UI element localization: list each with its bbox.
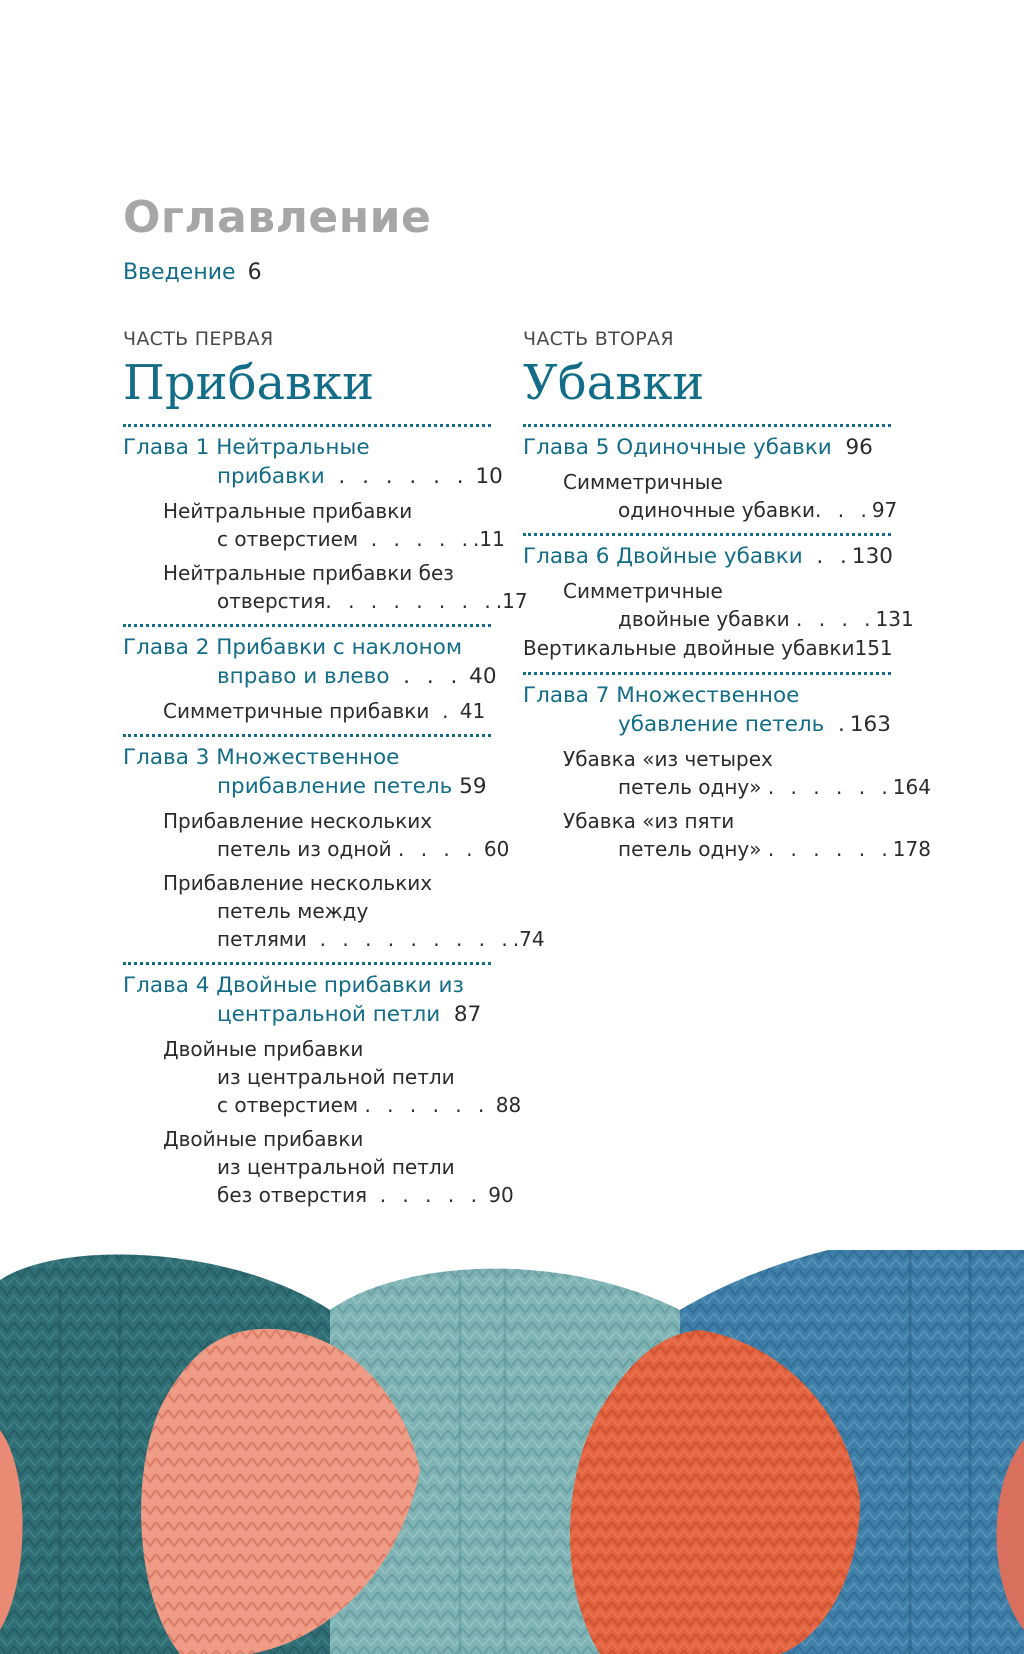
- chapter-3-title: Глава 3 Множественное: [123, 745, 400, 770]
- intro-entry[interactable]: [123, 259, 262, 287]
- dotted-divider: [123, 725, 491, 737]
- intro-page: 6: [247, 260, 262, 285]
- section-1-2-entry[interactable]: [123, 559, 528, 615]
- section-7-1-page: 164: [892, 775, 931, 799]
- section-4-1-entry[interactable]: [123, 1035, 522, 1119]
- part-one-label: ЧАСТЬ ПЕРВАЯ: [123, 328, 274, 350]
- chapter-4-page: 87: [453, 1002, 482, 1027]
- chapter-1-page: 10: [475, 464, 503, 489]
- part-one-title: Прибавки: [123, 355, 375, 411]
- section-3-2-title-cont: петель между: [217, 899, 369, 923]
- section-2-1-page: 41: [459, 699, 486, 723]
- part-two-title: Убавки: [523, 355, 705, 411]
- section-7-2-page: 178: [892, 837, 931, 861]
- intro-label: Введение: [123, 260, 236, 285]
- section-7-2-entry[interactable]: [523, 807, 931, 863]
- section-5-1-entry[interactable]: [523, 468, 898, 524]
- chapter-7-entry[interactable]: [523, 681, 891, 739]
- section-3-1-page: 60: [483, 837, 510, 861]
- section-3-1-title: Прибавление нескольких: [163, 809, 433, 833]
- section-4-2-entry[interactable]: [123, 1125, 514, 1209]
- section-3-2-page: .74: [512, 927, 545, 951]
- section-5-1-page: 97: [871, 498, 898, 522]
- chapter-5-entry[interactable]: [523, 433, 891, 462]
- section-1-1-page: .11: [473, 527, 505, 551]
- section-1-2-title: Нейтральные прибавки без: [163, 561, 454, 585]
- section-4-2-page: 90: [488, 1183, 514, 1207]
- section-5-1-title: Симметричные: [563, 470, 723, 494]
- chapter-4-title: Глава 4 Двойные прибавки из: [123, 973, 464, 998]
- section-4-2-title-cont: из центральной петли: [217, 1155, 455, 1179]
- section-3-2-title-cont2: петлями . . . . . . . . ..74: [217, 927, 545, 951]
- section-6-2-entry[interactable]: Вертикальные двойные убавки151: [523, 636, 893, 660]
- part-two-label: ЧАСТЬ ВТОРАЯ: [523, 328, 674, 350]
- section-4-1-title-cont2: с отверстием . . . . . . 88: [217, 1093, 522, 1117]
- chapter-6-title: Глава 6 Двойные убавки: [523, 544, 803, 569]
- chapter-4-entry[interactable]: [123, 971, 491, 1029]
- section-6-1-title-cont: двойные убавки . . . .131: [618, 607, 914, 631]
- chapter-7-page: 163: [849, 712, 891, 737]
- chapter-2-page: 40: [469, 664, 497, 689]
- section-4-1-title: Двойные прибавки: [163, 1037, 364, 1061]
- part-one-column: [123, 326, 545, 1209]
- dotted-divider: [123, 415, 491, 427]
- chapter-5-title: Глава 5 Одиночные убавки: [523, 435, 832, 460]
- chapter-7-title: Глава 7 Множественное: [523, 683, 800, 708]
- chapter-6-entry[interactable]: Глава 6 Двойные убавки . .130: [523, 544, 893, 569]
- dotted-divider: [523, 524, 891, 536]
- dotted-divider: [123, 615, 491, 627]
- section-1-2-page: .17: [495, 589, 528, 613]
- dotted-divider: [123, 953, 491, 965]
- section-2-1-entry[interactable]: Симметричные прибавки . 41: [163, 699, 486, 723]
- section-1-2-title-cont: отверстия. . . . . . . ..17: [217, 589, 528, 613]
- part-two-column: [523, 326, 931, 863]
- dotted-divider: [523, 415, 891, 427]
- chapter-5-page: 96: [845, 435, 873, 460]
- chapter-7-title-cont: убавление петель .163: [618, 712, 891, 737]
- section-7-1-entry[interactable]: [523, 745, 931, 801]
- chapter-2-entry[interactable]: [123, 633, 497, 691]
- section-1-1-title: Нейтральные прибавки: [163, 499, 413, 523]
- knitted-swatch-photo: [0, 1250, 1024, 1654]
- leader-dots: . . . . . .: [338, 464, 469, 489]
- section-4-1-page: 88: [495, 1093, 522, 1117]
- chapter-1-title-cont: прибавки . . . . . . 10: [217, 464, 503, 489]
- section-6-1-entry[interactable]: [523, 577, 914, 633]
- section-4-1-title-cont: из центральной петли: [217, 1065, 455, 1089]
- section-7-2-title: Убавка «из пяти: [563, 809, 735, 833]
- section-6-2-page: 151: [854, 636, 893, 660]
- section-6-1-title: Симметричные: [563, 579, 723, 603]
- chapter-6-page: 130: [851, 544, 893, 569]
- chapter-3-page: 59: [459, 774, 487, 799]
- chapter-2-title-cont: вправо и влево . . . 40: [217, 664, 497, 689]
- section-7-2-title-cont: петель одну» . . . . . .178: [618, 837, 931, 861]
- section-6-1-page: 131: [875, 607, 914, 631]
- section-3-2-entry[interactable]: [123, 869, 545, 953]
- dotted-divider: [523, 663, 891, 675]
- section-4-2-title: Двойные прибавки: [163, 1127, 364, 1151]
- section-3-1-title-cont: петель из одной . . . . 60: [217, 837, 510, 861]
- section-1-1-entry[interactable]: [123, 497, 505, 553]
- chapter-1-title: Глава 1 Нейтральные: [123, 435, 370, 460]
- chapter-2-title: Глава 2 Прибавки с наклоном: [123, 635, 463, 660]
- section-3-1-entry[interactable]: [123, 807, 510, 863]
- section-7-1-title: Убавка «из четырех: [563, 747, 773, 771]
- chapter-1-entry[interactable]: [123, 433, 503, 491]
- page-title: Оглавление: [123, 192, 432, 243]
- chapter-3-entry[interactable]: [123, 743, 491, 801]
- section-7-1-title-cont: петель одну» . . . . . .164: [618, 775, 931, 799]
- section-3-2-title: Прибавление нескольких: [163, 871, 433, 895]
- chapter-3-title-cont: прибавление петель 59: [217, 774, 487, 799]
- chapter-4-title-cont: центральной петли 87: [217, 1002, 482, 1027]
- section-1-1-title-cont: с отверстием . . . . ..11: [217, 527, 505, 551]
- section-5-1-title-cont: одиночные убавки. . .97: [618, 498, 898, 522]
- section-4-2-title-cont2: без отверстия . . . . . 90: [217, 1183, 514, 1207]
